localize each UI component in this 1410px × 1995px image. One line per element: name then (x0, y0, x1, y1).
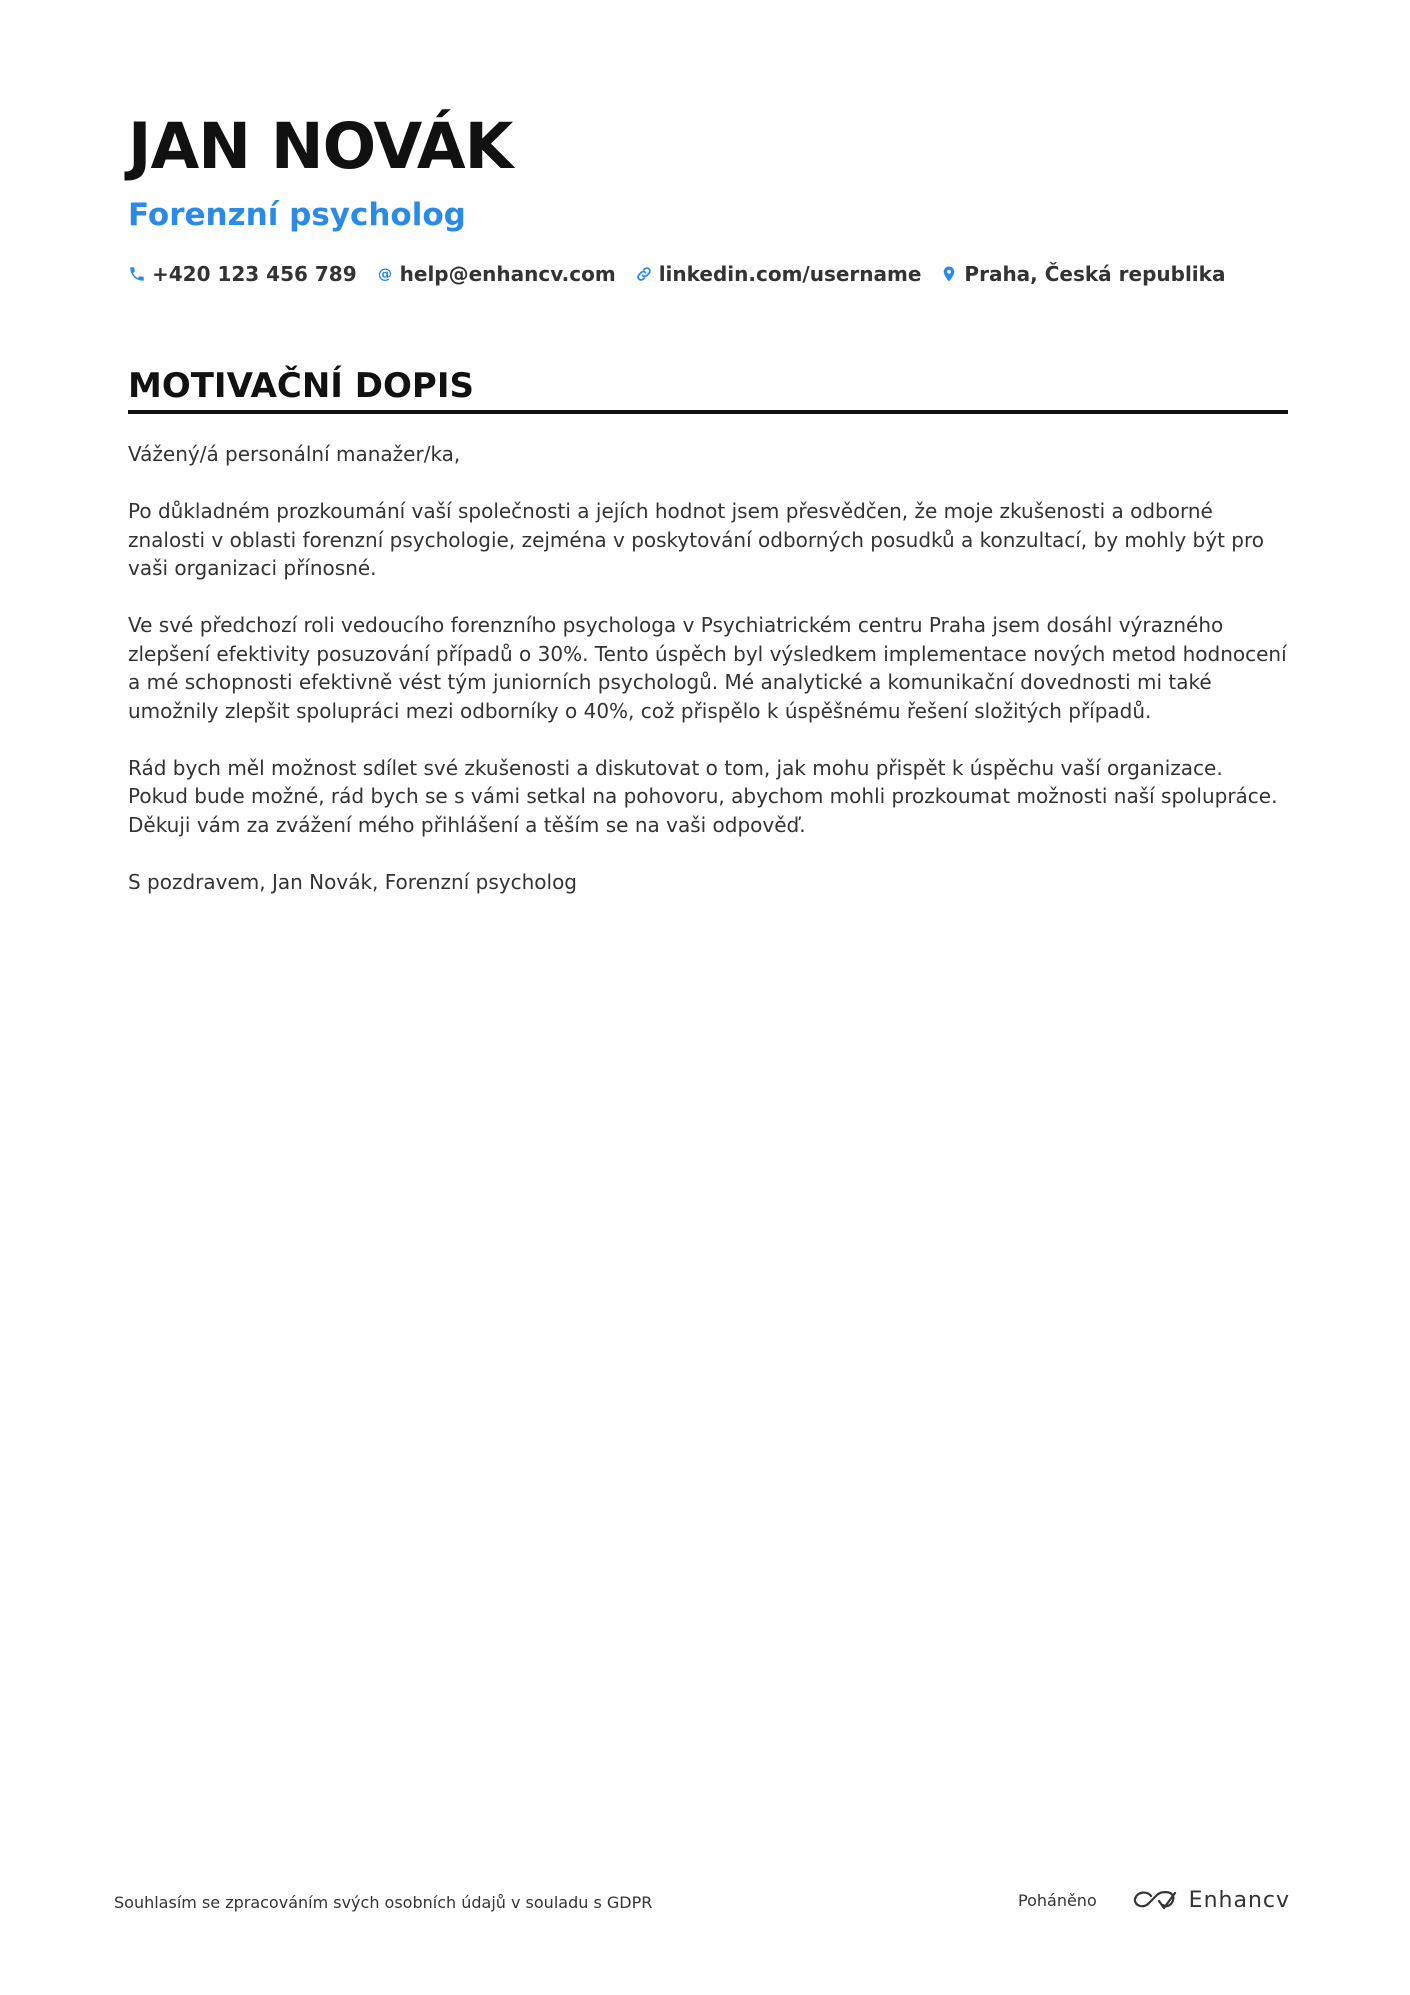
contact-linkedin[interactable] (635, 262, 922, 286)
brand-name: Enhancv (1188, 1887, 1290, 1913)
letter-paragraph: Rád bych měl možnost sdílet své zkušenosti a diskutovat o tom, jak mohu přispět k úspěchu vaší organizace. Pokud bude možné, rád bych se s vámi setkal na pohovoru, abychom mohli prozkoumat možnosti naší spolupráce. Děkuji vám za zvážení mého přihlášení a těším se na vaši odpověď. (128, 755, 1278, 837)
letter-paragraph: Po důkladném prozkoumání vaší společnosti a jejích hodnot jsem přesvědčen, že moje zkušenosti a odborné znalosti v oblasti forenzní psychologie, zejména v poskytování odborných posudků a konzultací, by mohly být pro vaši organizaci přínosné. (128, 499, 1264, 580)
at-sign-icon (376, 265, 394, 283)
brand-logo[interactable] (1131, 1887, 1290, 1913)
letter-closing: S pozdravem, Jan Novák, Forenzní psycholog (128, 869, 577, 894)
contact-email[interactable] (376, 262, 616, 286)
linkedin-text[interactable]: linkedin.com/username (658, 262, 922, 286)
link-icon (635, 265, 653, 283)
letter-body (128, 440, 1288, 925)
section-title: MOTIVAČNÍ DOPIS (128, 366, 474, 406)
svg-text:@: @ (377, 266, 392, 283)
section-divider (128, 410, 1288, 414)
phone-icon (128, 265, 146, 283)
powered-by (1018, 1880, 1290, 1920)
header (128, 108, 1288, 286)
phone-text: +420 123 456 789 (152, 262, 357, 286)
candidate-name: JAN NOVÁK (128, 110, 513, 183)
gdpr-consent: Souhlasím se zpracováním svých osobních údajů v souladu s GDPR (114, 1893, 653, 1912)
location-text: Praha, Česká republika (964, 262, 1226, 286)
letter-paragraph: Ve své předchozí roli vedoucího forenzního psychologa v Psychiatrickém centru Praha jsem dosáhl výrazného zlepšení efektivity posuzování případů o 30%. Tento úspěch byl výsledkem implementace nových metod hodnocení a mé schopnosti efektivně vést tým juniorních psychologů. Mé analytické a komunikační dovednosti mi také umožnily zlepšit spolupráci mezi odborníky o 40%, což přispělo k úspěšnému řešení složitých případů. (128, 613, 1287, 723)
letter-greeting: Vážený/á personální manažer/ka, (128, 442, 461, 466)
contact-location (940, 262, 1225, 286)
contact-bar (128, 262, 1288, 286)
powered-by-label: Poháněno (1018, 1890, 1097, 1910)
contact-phone (128, 262, 357, 286)
email-text[interactable]: help@enhancv.com (399, 262, 616, 286)
candidate-role: Forenzní psycholog (128, 197, 466, 233)
enhancv-logo-icon (1131, 1887, 1179, 1913)
map-pin-icon (940, 265, 958, 283)
